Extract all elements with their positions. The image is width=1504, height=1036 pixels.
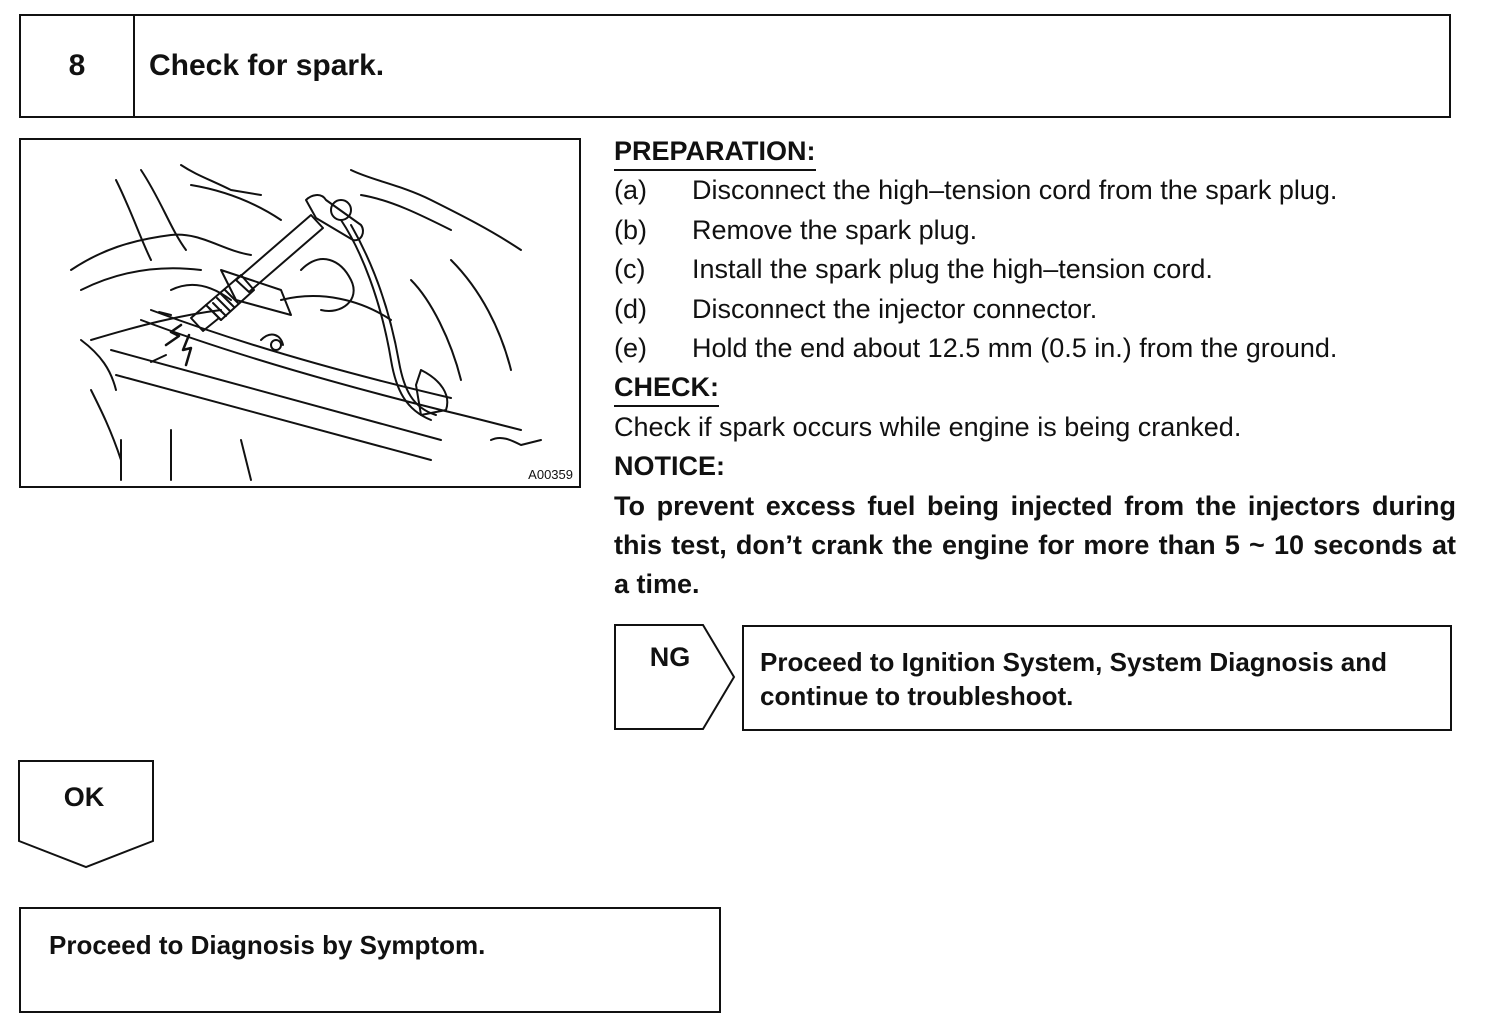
list-item	[614, 290, 1456, 329]
notice-heading: NOTICE:	[614, 451, 725, 482]
ng-label: NG	[649, 642, 691, 672]
step-title: Check for spark.	[149, 49, 385, 82]
list-item-letter: (e)	[614, 333, 647, 364]
ng-arrow-icon	[613, 622, 737, 734]
ok-action-box: Proceed to Diagnosis by Symptom.	[19, 907, 721, 1013]
list-item-text: Install the spark plug the high–tension cord.	[692, 254, 1213, 285]
list-item	[614, 211, 1456, 250]
engine-figure	[19, 138, 581, 488]
ng-action-box: Proceed to Ignition System, System Diagnosis and continue to troubleshoot.	[742, 625, 1452, 731]
instructions	[614, 132, 1456, 605]
list-item-letter: (a)	[614, 175, 647, 206]
list-item-text: Disconnect the high–tension cord from the spark plug.	[692, 175, 1338, 206]
list-item	[614, 250, 1456, 289]
figure-code: A00359	[528, 467, 573, 482]
list-item-text: Disconnect the injector connector.	[692, 293, 1098, 324]
list-item	[614, 171, 1456, 210]
list-item-letter: (c)	[614, 254, 646, 285]
notice-text: To prevent excess fuel being injected from the injectors during this test, don’t crank the engine for more than 5 ~ 10 seconds at a time.	[614, 490, 1456, 600]
step-header	[19, 14, 1451, 118]
list-item-text: Remove the spark plug.	[692, 214, 978, 245]
ok-arrow-icon	[17, 759, 157, 871]
list-item	[614, 329, 1456, 368]
step-number: 8	[21, 16, 135, 116]
list-item-text: Hold the end about 12.5 mm (0.5 in.) from the ground.	[692, 333, 1338, 364]
engine-spark-plug-illustration	[21, 140, 579, 486]
check-heading: CHECK:	[614, 370, 719, 407]
list-item-letter: (b)	[614, 214, 647, 245]
ok-label: OK	[63, 782, 105, 812]
list-item-letter: (d)	[614, 293, 647, 324]
preparation-heading: PREPARATION:	[614, 134, 816, 171]
check-text: Check if spark occurs while engine is being cranked.	[614, 411, 1242, 442]
preparation-list	[614, 171, 1456, 368]
